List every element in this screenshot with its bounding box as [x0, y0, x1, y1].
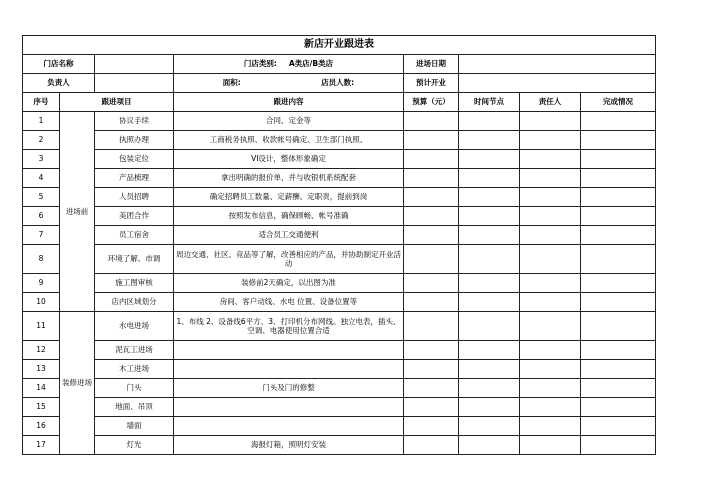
status-cell[interactable] [581, 341, 656, 360]
store-type-cell [174, 55, 404, 74]
budget-cell[interactable] [404, 312, 459, 341]
row-item: 美团合作 [95, 207, 174, 226]
follow-up-table [22, 35, 656, 455]
row-no: 7 [23, 226, 60, 245]
time-cell[interactable] [459, 150, 520, 169]
manager-label: 负责人 [23, 74, 95, 93]
time-cell[interactable] [459, 169, 520, 188]
row-content: 1、布线 2、设备线6平方、3、打印机分布网线。独立电表，插头、空调、电器使用位置合适 [174, 312, 404, 341]
row-item: 执照办理 [95, 131, 174, 150]
row-no: 11 [23, 312, 60, 341]
row-item: 产品梳理 [95, 169, 174, 188]
table-row [23, 112, 656, 131]
budget-cell[interactable] [404, 398, 459, 417]
row-no: 8 [23, 245, 60, 274]
store-type-label: 门店类别: [243, 59, 277, 69]
row-item: 人员招聘 [95, 188, 174, 207]
status-cell[interactable] [581, 293, 656, 312]
store-name-cell[interactable] [95, 55, 174, 74]
table-row [23, 207, 656, 226]
owner-cell[interactable] [520, 360, 581, 379]
row-item: 门头 [95, 379, 174, 398]
row-item: 灯光 [95, 436, 174, 455]
budget-cell[interactable] [404, 131, 459, 150]
time-cell[interactable] [459, 293, 520, 312]
status-cell[interactable] [581, 207, 656, 226]
status-cell[interactable] [581, 360, 656, 379]
row-content: 合同、定金等 [174, 112, 404, 131]
row-content: 拿出明确的报价单，并与收银机系统配套 [174, 169, 404, 188]
budget-cell[interactable] [404, 417, 459, 436]
time-cell[interactable] [459, 188, 520, 207]
entry-date-cell[interactable] [459, 55, 656, 74]
row-item: 泥瓦工进场 [95, 341, 174, 360]
budget-cell[interactable] [404, 341, 459, 360]
owner-cell[interactable] [520, 169, 581, 188]
table-row [23, 245, 656, 274]
time-cell[interactable] [459, 112, 520, 131]
budget-cell[interactable] [404, 245, 459, 274]
owner-cell[interactable] [520, 188, 581, 207]
row-item: 墙面 [95, 417, 174, 436]
planned-opening-cell[interactable] [459, 74, 656, 93]
table-row [23, 398, 656, 417]
row-content: 按照发布信息，确保顾畅、帐号准确 [174, 207, 404, 226]
budget-cell[interactable] [404, 360, 459, 379]
store-name-label: 门店名称 [23, 55, 95, 74]
budget-cell[interactable] [404, 188, 459, 207]
budget-cell[interactable] [404, 150, 459, 169]
status-cell[interactable] [581, 188, 656, 207]
budget-cell[interactable] [404, 112, 459, 131]
row-content [174, 398, 404, 417]
entry-date-label: 进场日期 [404, 55, 459, 74]
owner-cell[interactable] [520, 341, 581, 360]
info-row-store [23, 55, 656, 74]
col-header-time: 时间节点 [459, 93, 520, 112]
row-item: 施工图审核 [95, 274, 174, 293]
row-item: 店内区域划分 [95, 293, 174, 312]
table-row [23, 188, 656, 207]
row-no: 6 [23, 207, 60, 226]
col-header-owner: 责任人 [520, 93, 581, 112]
table-row [23, 379, 656, 398]
time-cell[interactable] [459, 274, 520, 293]
row-content [174, 360, 404, 379]
status-cell[interactable] [581, 245, 656, 274]
col-header-budget: 预算（元） [404, 93, 459, 112]
row-item: 水电进场 [95, 312, 174, 341]
owner-cell[interactable] [520, 379, 581, 398]
owner-cell[interactable] [520, 112, 581, 131]
row-content: 海报灯箱，照明灯安装 [174, 436, 404, 455]
row-content: 装修前2天确定，以出图为准 [174, 274, 404, 293]
row-no: 9 [23, 274, 60, 293]
col-header-content: 跟进内容 [174, 93, 404, 112]
manager-cell[interactable] [95, 74, 174, 93]
time-cell[interactable] [459, 245, 520, 274]
row-no: 12 [23, 341, 60, 360]
info-row-manager [23, 74, 656, 93]
owner-cell[interactable] [520, 245, 581, 274]
table-row [23, 341, 656, 360]
time-cell[interactable] [459, 398, 520, 417]
status-cell[interactable] [581, 398, 656, 417]
row-content: 确定招聘员工数量、定薪酬、定职责，提前到岗 [174, 188, 404, 207]
status-cell[interactable] [581, 169, 656, 188]
row-no: 2 [23, 131, 60, 150]
time-cell[interactable] [459, 360, 520, 379]
row-content: 周边交通、社区、竞品等了解，改善相应的产品，并协助制定开业活动 [174, 245, 404, 274]
col-header-item: 跟进项目 [60, 93, 174, 112]
budget-cell[interactable] [404, 274, 459, 293]
row-item: 员工宿舍 [95, 226, 174, 245]
table-row [23, 169, 656, 188]
staff-count-label: 店员人数: [321, 78, 355, 88]
status-cell[interactable] [581, 312, 656, 341]
time-cell[interactable] [459, 417, 520, 436]
row-item: 协议手续 [95, 112, 174, 131]
time-cell[interactable] [459, 436, 520, 455]
status-cell[interactable] [581, 379, 656, 398]
row-no: 17 [23, 436, 60, 455]
row-content [174, 417, 404, 436]
budget-cell[interactable] [404, 379, 459, 398]
status-cell[interactable] [581, 150, 656, 169]
page-title: 新店开业跟进表 [23, 36, 656, 55]
col-header-no: 序号 [23, 93, 60, 112]
store-type-value: A类店/B类店 [288, 59, 334, 69]
status-cell[interactable] [581, 112, 656, 131]
row-content [174, 341, 404, 360]
time-cell[interactable] [459, 341, 520, 360]
row-no: 5 [23, 188, 60, 207]
column-header-row [23, 93, 656, 112]
group-label-before-entry: 进场前 [60, 112, 95, 312]
row-item: 地面、吊顶 [95, 398, 174, 417]
row-no: 15 [23, 398, 60, 417]
row-content: VI设计，整体形象确定 [174, 150, 404, 169]
row-no: 3 [23, 150, 60, 169]
row-no: 14 [23, 379, 60, 398]
table-row [23, 293, 656, 312]
owner-cell[interactable] [520, 226, 581, 245]
table-row [23, 226, 656, 245]
row-no: 13 [23, 360, 60, 379]
time-cell[interactable] [459, 131, 520, 150]
row-item: 环境了解、市调 [95, 245, 174, 274]
table-row [23, 417, 656, 436]
owner-cell[interactable] [520, 398, 581, 417]
table-row [23, 131, 656, 150]
table-row [23, 436, 656, 455]
area-label: 面积: [222, 78, 241, 88]
status-cell[interactable] [581, 417, 656, 436]
row-no: 1 [23, 112, 60, 131]
owner-cell[interactable] [520, 207, 581, 226]
table-row [23, 360, 656, 379]
time-cell[interactable] [459, 379, 520, 398]
area-staff-cell [174, 74, 404, 93]
budget-cell[interactable] [404, 169, 459, 188]
row-content: 房间、客户动线、水电 位置、设备位置等 [174, 293, 404, 312]
row-item: 木工进场 [95, 360, 174, 379]
planned-opening-label: 预计开业 [404, 74, 459, 93]
row-content: 门头及门的修整 [174, 379, 404, 398]
budget-cell[interactable] [404, 293, 459, 312]
time-cell[interactable] [459, 312, 520, 341]
row-no: 4 [23, 169, 60, 188]
row-no: 10 [23, 293, 60, 312]
table-row [23, 274, 656, 293]
budget-cell[interactable] [404, 226, 459, 245]
status-cell[interactable] [581, 274, 656, 293]
group-label-renovation: 装修进场 [60, 312, 95, 455]
status-cell[interactable] [581, 226, 656, 245]
owner-cell[interactable] [520, 436, 581, 455]
table-row [23, 312, 656, 341]
budget-cell[interactable] [404, 436, 459, 455]
time-cell[interactable] [459, 207, 520, 226]
table-row [23, 150, 656, 169]
row-no: 16 [23, 417, 60, 436]
owner-cell[interactable] [520, 312, 581, 341]
owner-cell[interactable] [520, 417, 581, 436]
status-cell[interactable] [581, 436, 656, 455]
row-content: 工商税务执照、收款帐号确定、卫生部门执照、 [174, 131, 404, 150]
col-header-status: 完成情况 [581, 93, 656, 112]
owner-cell[interactable] [520, 131, 581, 150]
budget-cell[interactable] [404, 207, 459, 226]
owner-cell[interactable] [520, 293, 581, 312]
time-cell[interactable] [459, 226, 520, 245]
row-item: 包装定位 [95, 150, 174, 169]
row-content: 适合员工交通便利 [174, 226, 404, 245]
owner-cell[interactable] [520, 150, 581, 169]
status-cell[interactable] [581, 131, 656, 150]
owner-cell[interactable] [520, 274, 581, 293]
